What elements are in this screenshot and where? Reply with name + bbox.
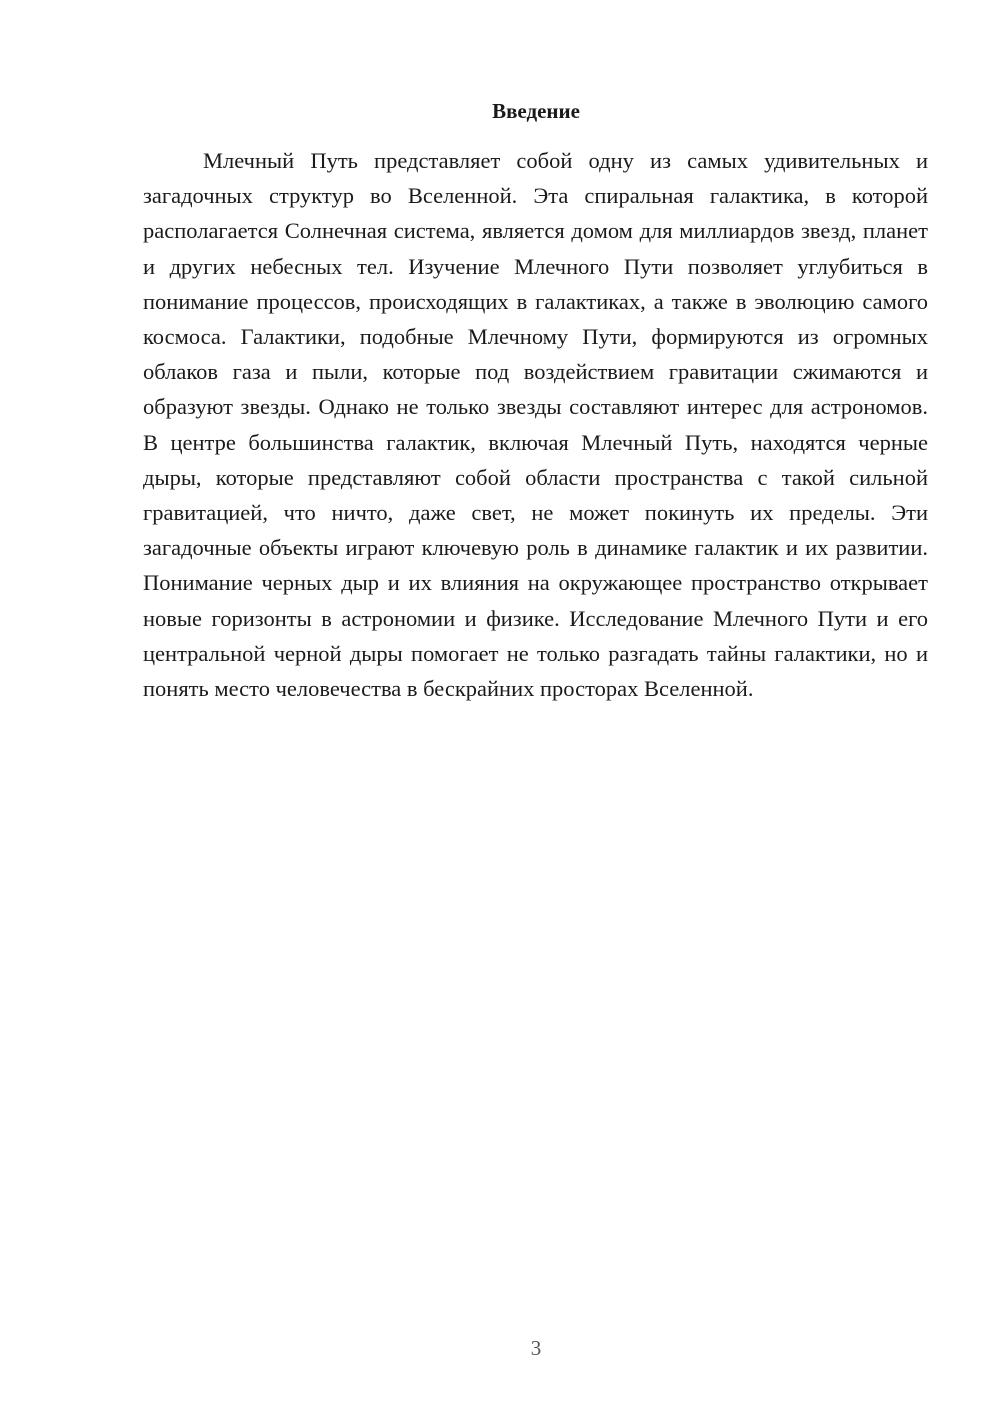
page-number: 3 xyxy=(530,1336,542,1360)
body-paragraph: Млечный Путь представляет собой одну из самых удивительных и загадочных структур во Вселенной. Эта спиральная галактика, в которой располагается Солнечная система, является домом для миллиардов звезд, планет и других небесных тел. Изучение Млечного Пути позволяет углубиться в понимание процессов, происходящих в галактиках, а также в эволюцию самого космоса. Галактики, подобные Млечному Пути, формируются из огромных облаков газа и пыли, которые под воздействием гравитации сжимаются и образуют звезды. Однако не только звезды составляют интерес для астрономов. В центре большинства галактик, включая Млечный Путь, находятся черные дыры, которые представляют собой области пространства с такой сильной гравитацией, что ничто, даже свет, не может покинуть их пределы. Эти загадочные объекты играют ключевую роль в динамике галактик и их развитии. Понимание черных дыр и их влияния на окружающее пространство открывает новые горизонты в астрономии и физике. Исследование Млечного Пути и его центральной черной дыры помогает не только разгадать тайны галактики, но и понять место человечества в бескрайних просторах Вселенной. xyxy=(143,148,928,702)
section-title: Введение xyxy=(492,99,580,123)
